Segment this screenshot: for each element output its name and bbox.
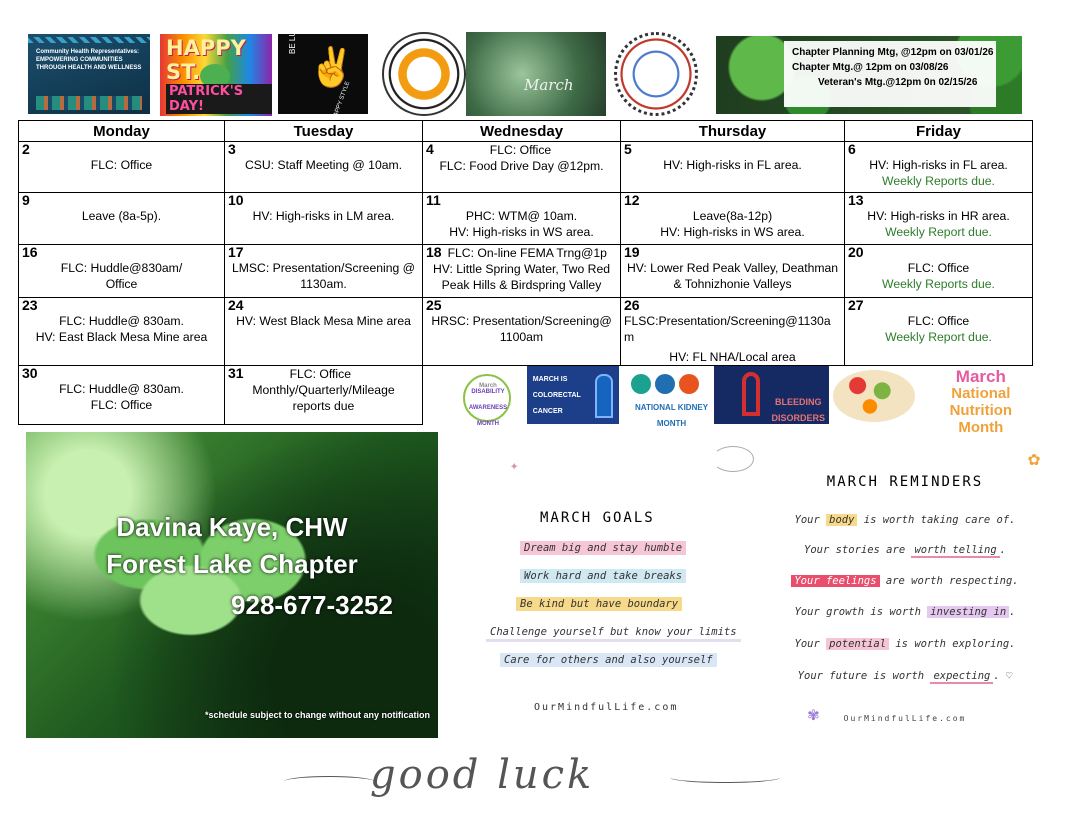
meeting-chapter: Chapter Mtg.@ 12pm on 03/08/26	[792, 62, 949, 73]
event-line: FLSC:Presentation/Screening@1130a	[624, 314, 831, 328]
day-cell	[621, 142, 845, 193]
day-cell	[225, 193, 423, 245]
event-line: & Tohnizhonie Valleys	[673, 277, 792, 291]
event-line: FLC: Huddle@ 830am.	[59, 382, 184, 396]
goal-item: Be kind but have boundary	[516, 597, 682, 611]
event-line: FLC: Huddle@ 830am.	[59, 314, 184, 328]
day-number: 10	[228, 192, 244, 208]
event-line: FLC: Office	[489, 143, 552, 157]
disability-awareness-image	[423, 366, 527, 427]
goal-item: Dream big and stay humble	[520, 541, 686, 555]
day-cell	[225, 142, 423, 193]
event-line: HRSC: Presentation/Screening@	[431, 314, 612, 328]
nutrition-line-3: Nutrition	[949, 402, 1013, 419]
event-line: HV: Lower Red Peak Valley, Deathman	[626, 261, 839, 275]
event-line: HV: High-risks in WS area.	[449, 225, 594, 239]
due-note: Weekly Reports due.	[882, 174, 995, 188]
goals-title: MARCH GOALS	[540, 510, 655, 526]
day-number: 18	[426, 244, 442, 260]
purple-flower-icon: ✾	[808, 704, 819, 725]
event-line: HV: East Black Mesa Mine area	[35, 330, 208, 344]
goal-item: Work hard and take breaks	[520, 569, 686, 583]
flower-icon: ✿	[1028, 446, 1041, 470]
day-number: 13	[848, 192, 864, 208]
event-line: Leave(8a-12p)	[692, 209, 773, 223]
event-line: PHC: WTM@ 10am.	[465, 209, 578, 223]
disability-text: DISABILITY AWARENESS MONTH	[468, 389, 508, 427]
chr-seal-icon	[382, 32, 466, 116]
day-cell	[19, 245, 225, 298]
day-number: 26	[624, 297, 640, 313]
day-number: 20	[848, 244, 864, 260]
blue-ribbon-icon	[595, 374, 613, 418]
day-cell	[845, 142, 1033, 193]
day-number: 17	[228, 244, 244, 260]
goal-item: Challenge yourself but know your limits	[486, 625, 741, 642]
event-line: 1100am	[499, 330, 544, 344]
st-patricks-image	[160, 34, 272, 116]
chr-title: Community Health Representatives:	[36, 49, 140, 55]
reminder-item: Your stories are worth telling .	[804, 544, 1006, 556]
chr-subtitle: EMPOWERING COMMUNITIES THROUGH HEALTH AND WELLNESS	[36, 57, 142, 71]
event-line: HV: High-risks in LM area.	[252, 209, 395, 223]
march-clover-image	[466, 32, 606, 116]
day-number: 25	[426, 297, 442, 313]
day-cell	[225, 366, 423, 425]
day-number: 30	[22, 365, 38, 381]
day-cell	[225, 245, 423, 298]
schedule-note: *schedule subject to change without any notification	[204, 710, 430, 720]
march-reminders-card	[770, 438, 1040, 738]
day-number: 23	[22, 297, 38, 313]
bleeding-disorders-image	[714, 366, 829, 424]
contact-name: Davina Kaye, CHW	[116, 512, 348, 542]
chr-logo-image	[28, 34, 150, 114]
week-row	[19, 193, 1033, 245]
day-number: 2	[22, 141, 30, 157]
march-script: March	[524, 76, 574, 94]
event-line: LMSC: Presentation/Screening @	[231, 261, 416, 275]
sparkle-icon: ✦	[510, 458, 519, 474]
event-line: FLC: Office	[90, 398, 153, 412]
reminders-source: OurMindfulLife.com	[843, 714, 967, 723]
meetings-panel	[784, 41, 996, 107]
day-number: 9	[22, 192, 30, 208]
day-number: 6	[848, 141, 856, 157]
day-number: 4	[426, 141, 434, 157]
goals-source: OurMindfulLife.com	[534, 702, 679, 713]
day-cell	[423, 298, 621, 366]
event-line: Office	[105, 277, 138, 291]
day-cell	[621, 298, 845, 366]
contact-phone: 928-677-3252	[231, 590, 393, 620]
day-cell	[621, 245, 845, 298]
kidney-text: NATIONAL KIDNEY MONTH	[634, 403, 709, 428]
day-cell	[225, 298, 423, 366]
meeting-veterans: Veteran's Mtg.@12pm 0n 02/15/26	[818, 77, 978, 88]
week-row	[19, 142, 1033, 193]
event-line: FLC: Office	[907, 261, 970, 275]
day-cell	[845, 298, 1033, 366]
event-line: FLC: Office	[907, 314, 970, 328]
reminder-item: Your future is worth expecting . ♡	[797, 670, 1013, 682]
disability-pre: March	[479, 383, 497, 389]
week-row	[19, 298, 1033, 366]
week-row	[19, 366, 1033, 425]
day-cell	[423, 142, 621, 193]
reminder-item: Your body is worth taking care of.	[794, 514, 1016, 526]
contact-chapter: Forest Lake Chapter	[106, 549, 358, 579]
bleeding-text: BLEEDING DISORDERS	[771, 397, 825, 423]
calendar-table	[18, 120, 1033, 436]
event-line: HV: High-risks in FL area.	[663, 158, 802, 172]
day-number: 16	[22, 244, 38, 260]
event-line: FLC: Office	[90, 158, 153, 172]
event-line: 1130am.	[300, 277, 347, 291]
header-monday: Monday	[19, 121, 225, 142]
due-note: Weekly Report due.	[885, 330, 992, 344]
reminder-item: Your feelings are worth respecting.	[770, 575, 1040, 587]
food-bowl-icon	[833, 370, 915, 422]
day-cell	[19, 193, 225, 245]
good-luck-banner	[240, 738, 800, 818]
meetings-banner	[716, 36, 1022, 114]
day-number: 24	[228, 297, 244, 313]
colorectal-awareness-image	[527, 366, 620, 431]
event-line: reports due	[292, 399, 355, 413]
swirl-icon	[712, 446, 754, 472]
event-line: HV: High-risks in FL area.	[869, 158, 1008, 172]
nutrition-line-4: Month	[958, 419, 1004, 436]
header-banner	[0, 14, 1068, 122]
meeting-planning: Chapter Planning Mtg, @12pm on 03/01/26	[792, 47, 994, 58]
event-line: FLC: On-line FEMA Trng@1p	[447, 246, 607, 260]
kidney-month-image	[619, 366, 713, 428]
reminders-title: MARCH REMINDERS	[826, 474, 984, 490]
day-number: 5	[624, 141, 632, 157]
due-note: Weekly Reports due.	[882, 277, 995, 291]
st-patricks-bottom: PATRICK'S DAY!	[166, 84, 272, 114]
header-friday: Friday	[845, 121, 1033, 142]
day-number: 19	[624, 244, 640, 260]
st-patricks-top: HAPPY ST.	[166, 36, 246, 84]
header-tuesday: Tuesday	[225, 121, 423, 142]
be-lucky-image	[278, 14, 368, 122]
be-lucky-script: HAPPY STYLE	[331, 80, 352, 122]
nutrition-line-1: March	[955, 367, 1006, 386]
nutrition-month-image	[829, 366, 1033, 436]
nutrition-line-2: National	[951, 385, 1011, 402]
day-cell	[845, 245, 1033, 298]
event-line: m	[624, 330, 635, 344]
day-cell	[19, 298, 225, 366]
day-number: 31	[228, 365, 244, 381]
event-line: FLC: Office	[289, 367, 351, 381]
due-note: Weekly Report due.	[885, 225, 992, 239]
event-line: Peak Hills & Birdspring Valley	[441, 278, 602, 292]
awareness-strip	[423, 366, 1033, 436]
event-line: HV: FL NHA/Local area	[669, 350, 796, 364]
day-cell	[423, 245, 621, 298]
header-thursday: Thursday	[621, 121, 845, 142]
event-line: HV: Little Spring Water, Two Red	[432, 262, 611, 276]
day-cell	[19, 366, 225, 425]
contact-card	[26, 432, 438, 738]
red-ribbon-icon	[742, 372, 760, 416]
good-luck-text: good luck	[370, 752, 595, 798]
calendar-header-row	[19, 121, 1033, 142]
march-goals-card	[450, 438, 760, 738]
event-line: FLC: Huddle@830am/	[60, 261, 183, 275]
event-line: Leave (8a-5p).	[81, 209, 162, 223]
day-cell	[845, 193, 1033, 245]
nation-seal-icon	[614, 32, 698, 116]
event-line: HV: High-risks in HR area.	[867, 209, 1010, 223]
day-number: 12	[624, 192, 640, 208]
event-line: HV: West Black Mesa Mine area	[236, 314, 411, 328]
reminder-item: Your potential is worth exploring.	[794, 638, 1016, 650]
reminder-item: Your growth is worth investing in .	[794, 606, 1016, 618]
header-wednesday: Wednesday	[423, 121, 621, 142]
peace-hand-icon: ✌	[308, 47, 356, 89]
event-line: Monthly/Quarterly/Mileage	[252, 383, 395, 397]
colorectal-text: MARCH IS COLORECTAL CANCER AWARENESS	[532, 376, 581, 431]
day-number: 27	[848, 297, 864, 313]
day-cell	[423, 193, 621, 245]
week-row	[19, 245, 1033, 298]
day-number: 11	[426, 192, 441, 208]
day-number: 3	[228, 141, 236, 157]
event-line: CSU: Staff Meeting @ 10am.	[244, 158, 403, 172]
event-line: FLC: Food Drive Day @12pm.	[439, 159, 604, 173]
day-cell	[19, 142, 225, 193]
event-line: HV: High-risks in WS area.	[660, 225, 805, 239]
goal-item: Care for others and also yourself	[500, 653, 717, 667]
be-lucky-text: BE LUCKY	[288, 14, 297, 54]
day-cell	[621, 193, 845, 245]
